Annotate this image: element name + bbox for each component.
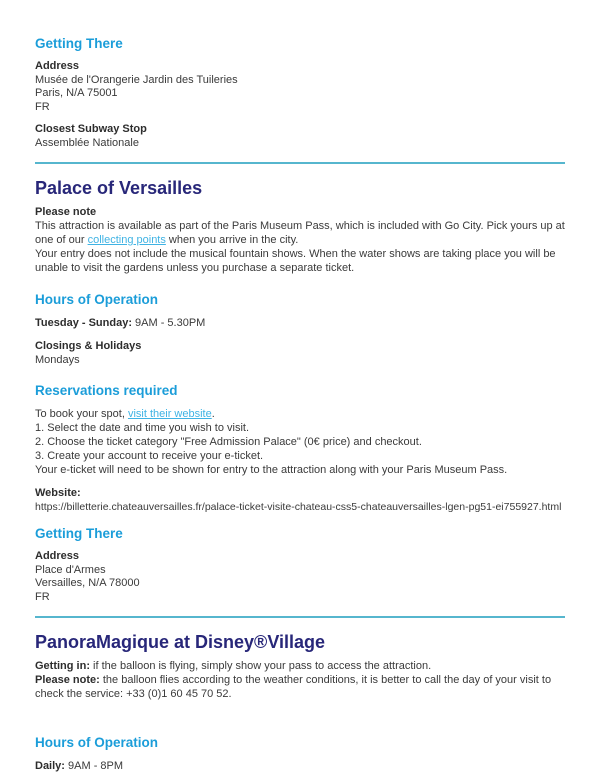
address-label: Address bbox=[35, 60, 80, 72]
website-label: Website: bbox=[35, 487, 81, 499]
address-line: FR bbox=[35, 100, 50, 113]
getting-in-text: if the balloon is flying, simply show your pass to access the attraction. bbox=[90, 660, 432, 672]
closings-label: Closings & Holidays bbox=[35, 340, 142, 352]
eticket-note: Your e-ticket will need to be shown for entry to the attraction along with your Paris Museum Pass. bbox=[35, 464, 508, 476]
note-text: This attraction is available as part of the Paris Museum Pass, which is included with Go City. Pick yours up at one of our bbox=[35, 220, 565, 246]
hours-days-label: Daily: bbox=[35, 760, 65, 772]
hours-line bbox=[35, 759, 565, 773]
attraction-title: Palace of Versailles bbox=[35, 178, 203, 198]
getting-there-heading: Getting There bbox=[35, 36, 123, 51]
note-text: when you arrive in the city. bbox=[165, 234, 299, 246]
please-note-paragraph bbox=[35, 219, 565, 247]
booking-line bbox=[35, 407, 565, 421]
section-panoramagique bbox=[35, 631, 565, 773]
please-note-label: Please note: bbox=[35, 674, 100, 686]
booking-text: . bbox=[211, 408, 215, 420]
address-line: Paris, N/A 75001 bbox=[35, 87, 118, 99]
attraction-title: PanoraMagique at Disney®Village bbox=[35, 632, 326, 652]
website-url: https://billetterie.chateauversailles.fr/palace-ticket-visite-chateau-css5-chateauversailles-lgen-pg51-ei755927.html bbox=[35, 501, 562, 513]
booking-step: 1. Select the date and time you wish to visit. bbox=[35, 422, 250, 434]
booking-step: 2. Choose the ticket category "Free Admission Palace" (0€ price) and checkout. bbox=[35, 436, 422, 448]
address-line: Place d'Armes bbox=[35, 563, 106, 576]
hours-of-operation-heading: Hours of Operation bbox=[35, 735, 159, 750]
address-label: Address bbox=[35, 550, 80, 562]
visit-website-link[interactable]: visit their website bbox=[127, 408, 212, 420]
hours-of-operation-heading: Hours of Operation bbox=[35, 292, 159, 307]
please-note-text: the balloon flies according to the weather conditions, it is better to call the day of your visit to check the service: +33 (0)1 60 45 70 52. bbox=[35, 674, 552, 700]
please-note-line bbox=[35, 673, 565, 701]
hours-line bbox=[35, 316, 565, 330]
closings-value: Mondays bbox=[35, 354, 80, 366]
hours-value: 9AM - 5.30PM bbox=[131, 317, 206, 329]
address-line: Musée de l'Orangerie Jardin des Tuileries bbox=[35, 73, 238, 86]
section-palace-of-versailles bbox=[35, 177, 565, 604]
hours-value: 9AM - 8PM bbox=[64, 760, 124, 772]
section-orangerie-getting-there bbox=[35, 36, 565, 150]
hours-days-label: Tuesday - Sunday: bbox=[35, 317, 132, 329]
booking-text: To book your spot, bbox=[35, 408, 128, 420]
subway-stop-value: Assemblée Nationale bbox=[35, 136, 139, 149]
address-line: Versailles, N/A 78000 bbox=[35, 577, 140, 589]
section-divider bbox=[35, 616, 565, 618]
booking-step: 3. Create your account to receive your e-ticket. bbox=[35, 450, 264, 462]
reservations-heading: Reservations required bbox=[35, 383, 178, 398]
subway-stop-label: Closest Subway Stop bbox=[35, 123, 147, 135]
section-divider bbox=[35, 162, 565, 164]
getting-there-heading: Getting There bbox=[35, 526, 123, 541]
address-line: FR bbox=[35, 590, 50, 603]
getting-in-line bbox=[35, 659, 565, 673]
getting-in-label: Getting in: bbox=[35, 660, 90, 672]
collecting-points-link[interactable]: collecting points bbox=[87, 234, 166, 246]
please-note-paragraph: Your entry does not include the musical fountain shows. When the water shows are taking place you will be unable to visit the gardens unless you purchase a separate ticket. bbox=[35, 248, 556, 274]
please-note-label: Please note bbox=[35, 206, 97, 218]
